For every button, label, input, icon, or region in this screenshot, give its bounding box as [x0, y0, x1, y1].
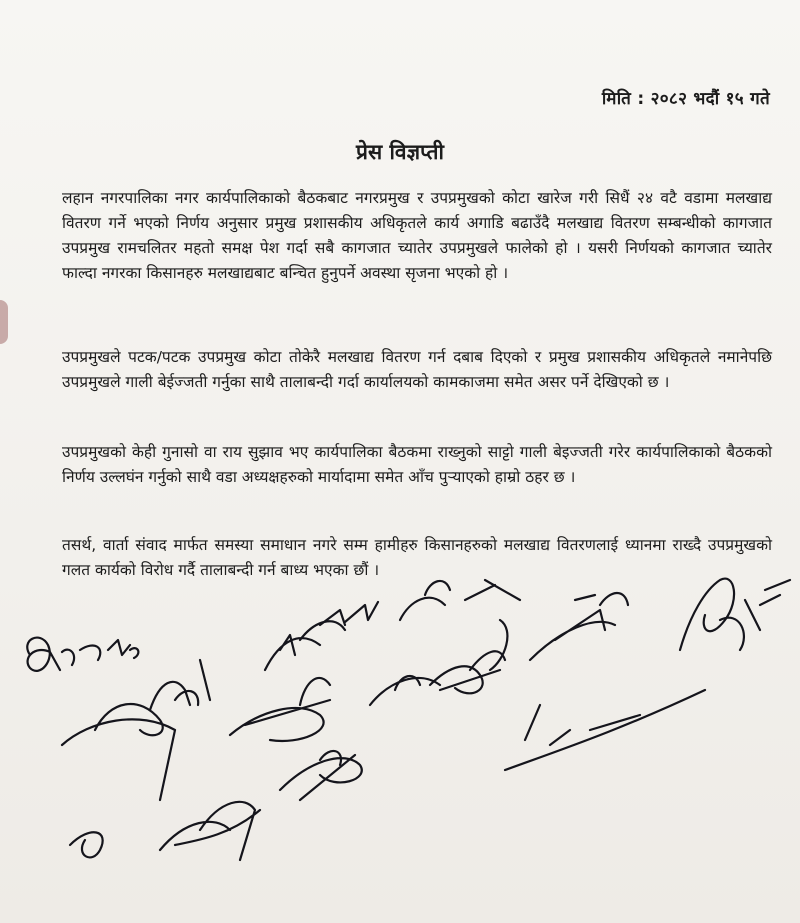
signature-10: [530, 593, 628, 660]
signature-4: [230, 678, 330, 741]
signature-1: [27, 638, 138, 671]
signature-7: [160, 802, 260, 860]
document-title: प्रेस विज्ञप्ती: [356, 140, 444, 164]
signature-2: [62, 660, 210, 800]
signature-6: [70, 832, 103, 857]
signature-11: [680, 579, 790, 650]
paragraph-2: उपप्रमुखले पटक/पटक उपप्रमुख कोटा तोकेरै मलखाद्य वितरण गर्न दबाब दिएको र प्रमुख प्रशासकीय अधिकृतले नमानेपछि उपप्रमुखले गाली बेईज्जती गर्नुका साथै तालाबन्दी गर्दा कार्यालयको कामकाजमा समेत असर पर्ने देखिएको छ ।: [62, 348, 772, 391]
signature-3: [265, 602, 378, 670]
paragraph-4: तसर्थ, वार्ता संवाद मार्फत समस्या समाधान नगरे सम्म हामीहरु किसानहरुको मलखाद्य वितरणलाई ध्यानमा राख्दै उपप्रमुखको गलत कार्यको विरोध गर्दै तालाबन्दी गर्न बाध्य भएका छौं ।: [62, 536, 772, 579]
signatures-area: [0, 560, 800, 923]
signatures-image: [0, 560, 800, 923]
page-edge-mark: [0, 300, 8, 344]
signature-12: [505, 690, 705, 770]
signature-8: [400, 581, 495, 620]
signature-9: [370, 580, 520, 705]
paragraph-1: लहान नगरपालिका नगर कार्यपालिकाको बैठकबाट नगरप्रमुख र उपप्रमुखको कोटा खारेज गरी सिधैं २४ वटै वडामा मलखाद्य वितरण गर्ने भएको निर्णय अनुसार प्रमुख प्रशासकीय अधिकृतले कार्य अगाडि बढाउँदै मलखाद्य वितरण सम्बन्धीको कागजात उपप्रमुख रामचलितर महतो समक्ष पेश गर्दा सबै कागजात च्यातेर उपप्रमुखले फालेको हो । यसरी निर्णयको कागजात च्यातेर फाल्दा नगरका किसानहरु मलखाद्यबाट बन्चित हुनुपर्ने अवस्था सृजना भएको हो ।: [62, 189, 772, 282]
date-line: मिति : २०८२ भदौं १५ गते: [601, 89, 770, 109]
signature-5: [280, 751, 362, 800]
paragraph-3: उपप्रमुखको केही गुनासो वा राय सुझाव भए कार्यपालिका बैठकमा राख्नुको साट्टो गाली बेइज्जती गरेर कार्यपालिकाको बैठकको निर्णय उल्लघंन गर्नुको साथै वडा अध्यक्षहरुको मार्यादामा समेत आँच पुर्‍याएको हाम्रो ठहर छ ।: [62, 443, 772, 486]
